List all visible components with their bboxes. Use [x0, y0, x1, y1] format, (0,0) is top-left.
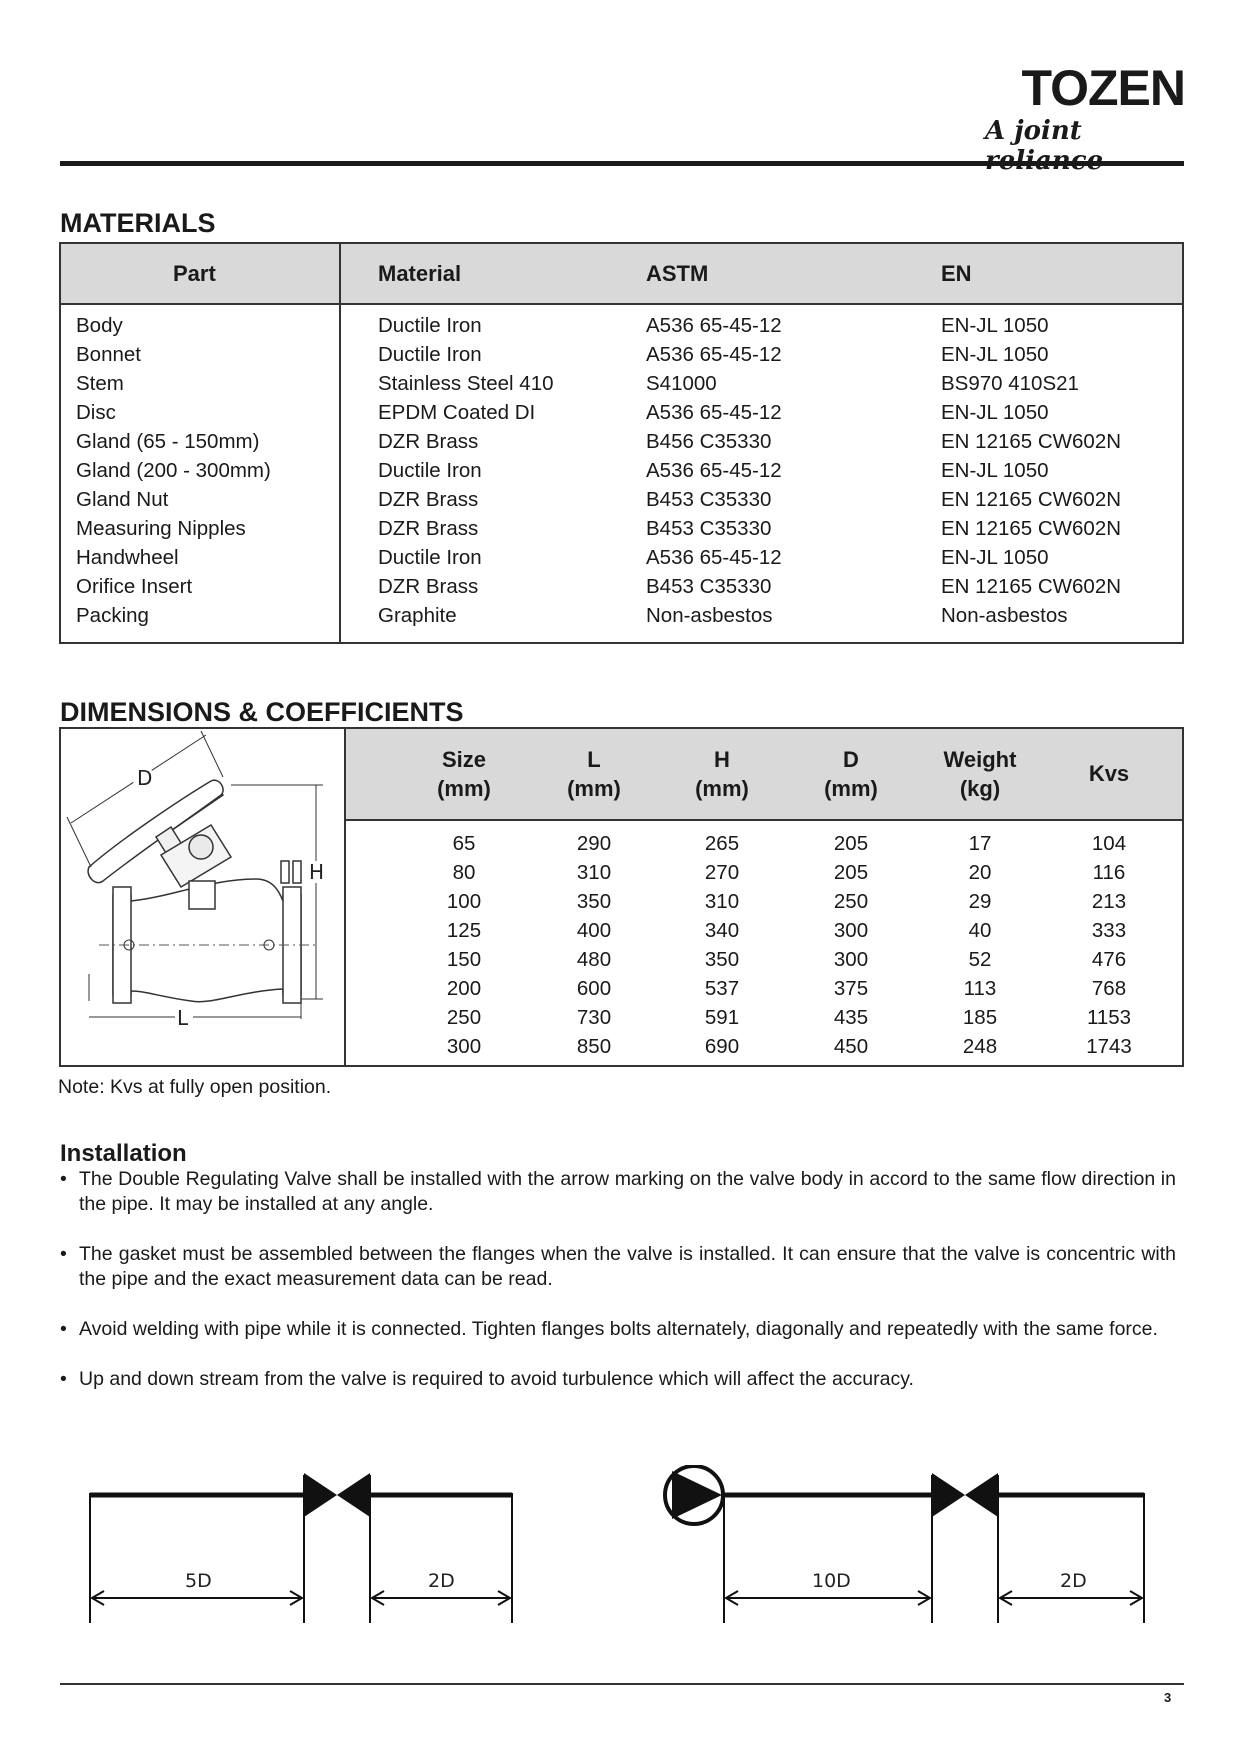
table-cell-weight: 185: [962, 1006, 998, 1029]
table-cell-astm: B456 C35330: [646, 430, 772, 453]
bullet-icon: •: [60, 1168, 67, 1190]
materials-table-header: [61, 244, 1182, 305]
table-cell-height: 591: [704, 1006, 740, 1029]
table-cell-size: 125: [446, 919, 482, 942]
weight-column: [920, 829, 1040, 1061]
table-cell-length: 850: [576, 1035, 612, 1058]
table-cell-en: EN-JL 1050: [941, 314, 1049, 337]
footer-rule: [60, 1683, 1184, 1685]
table-cell-part: Packing: [76, 604, 149, 627]
table-cell-part: Gland Nut: [76, 488, 169, 511]
tozen-logo: [985, 62, 1185, 154]
dimensions-table: [59, 727, 1184, 1067]
table-cell-material: Ductile Iron: [378, 343, 482, 366]
height-column: [662, 829, 782, 1061]
table-cell-size: 150: [446, 948, 482, 971]
table-cell-weight: 248: [962, 1035, 998, 1058]
table-cell-en: EN-JL 1050: [941, 546, 1049, 569]
table-cell-material: DZR Brass: [378, 575, 479, 598]
table-cell-length: 310: [576, 861, 612, 884]
table-cell-length: 730: [576, 1006, 612, 1029]
table-cell-weight: 29: [968, 890, 992, 913]
table-cell-diameter: 250: [833, 890, 869, 913]
table-cell-diameter: 205: [833, 861, 869, 884]
table-cell-weight: 52: [968, 948, 992, 971]
bullet-icon: •: [60, 1318, 67, 1340]
table-cell-length: 480: [576, 948, 612, 971]
valve-symbol-icon: [932, 1473, 998, 1517]
bullet-icon: •: [60, 1368, 67, 1390]
table-cell-diameter: 375: [833, 977, 869, 1000]
table-cell-material: Graphite: [378, 604, 457, 627]
table-cell-part: Disc: [76, 401, 116, 424]
installation-list: [60, 1167, 1176, 1417]
materials-material-column: [378, 311, 554, 630]
brand-name: TOZEN: [1021, 60, 1185, 116]
table-cell-height: 270: [704, 861, 740, 884]
materials-en-column: [941, 311, 1121, 630]
kvs-column: [1049, 829, 1169, 1061]
table-cell-material: DZR Brass: [378, 430, 479, 453]
table-cell-length: 600: [576, 977, 612, 1000]
table-cell-size: 100: [446, 890, 482, 913]
table-cell-material: Ductile Iron: [378, 314, 482, 337]
upstream-distance-label: 5D: [185, 1570, 212, 1592]
header-material: Material: [378, 261, 462, 286]
diagram-label-l: L: [177, 1006, 189, 1030]
table-cell-kvs: 768: [1091, 977, 1127, 1000]
table-cell-kvs: 1153: [1086, 1006, 1132, 1029]
brand-tagline: A joint: [985, 116, 1082, 146]
size-column: [404, 829, 524, 1061]
table-cell-size: 250: [446, 1006, 482, 1029]
table-cell-part: Body: [76, 314, 123, 337]
table-cell-material: Ductile Iron: [378, 546, 482, 569]
table-cell-en: BS970 410S21: [941, 372, 1079, 395]
list-item: • The Double Regulating Valve shall be installed with the arrow marking on the valve body in accord to the same flow direction in the pipe. It may be installed at any angle.: [60, 1168, 1176, 1215]
table-cell-kvs: 116: [1092, 861, 1126, 884]
header-height: H (mm): [695, 747, 749, 801]
table-cell-size: 200: [446, 977, 482, 1000]
table-cell-material: Ductile Iron: [378, 459, 482, 482]
table-cell-astm: B453 C35330: [646, 488, 772, 511]
table-cell-astm: A536 65-45-12: [646, 546, 782, 569]
table-cell-diameter: 300: [833, 919, 869, 942]
table-cell-astm: S41000: [646, 372, 717, 395]
table-cell-material: DZR Brass: [378, 488, 479, 511]
table-cell-diameter: 450: [833, 1035, 869, 1058]
valve-symbol-icon: [304, 1473, 370, 1517]
table-cell-part: Handwheel: [76, 546, 179, 569]
table-cell-en: EN 12165 CW602N: [941, 517, 1122, 540]
table-cell-size: 300: [446, 1035, 482, 1058]
table-cell-astm: A536 65-45-12: [646, 343, 782, 366]
table-cell-kvs: 104: [1091, 832, 1127, 855]
table-cell-material: DZR Brass: [378, 517, 479, 540]
table-cell-astm: A536 65-45-12: [646, 314, 782, 337]
table-cell-height: 537: [704, 977, 740, 1000]
table-cell-size: 80: [452, 861, 476, 884]
table-cell-height: 310: [704, 890, 740, 913]
table-cell-diameter: 205: [833, 832, 869, 855]
header-rule: [60, 161, 1184, 166]
table-cell-astm: B453 C35330: [646, 575, 772, 598]
table-cell-astm: A536 65-45-12: [646, 401, 782, 424]
table-cell-size: 65: [452, 832, 476, 855]
table-cell-astm: Non-asbestos: [646, 604, 773, 627]
materials-column-divider: [339, 244, 341, 642]
materials-title: MATERIALS: [60, 208, 216, 238]
table-cell-height: 340: [704, 919, 740, 942]
table-cell-length: 400: [576, 919, 612, 942]
upstream-distance-label: 10D: [812, 1570, 851, 1592]
downstream-distance-label: 2D: [428, 1570, 455, 1592]
table-cell-en: Non-asbestos: [941, 604, 1068, 627]
header-part: Part: [173, 261, 216, 286]
list-item: • The gasket must be assembled between the flanges when the valve is installed. It can ensure that the valve is concentric with the pipe and the exact measurement data can be read.: [60, 1243, 1176, 1290]
table-cell-en: EN 12165 CW602N: [941, 430, 1122, 453]
bullet-icon: •: [60, 1243, 67, 1265]
header-size: Size (mm): [437, 747, 491, 801]
table-cell-en: EN-JL 1050: [941, 401, 1049, 424]
dimensions-title: DIMENSIONS & COEFFICIENTS: [60, 697, 464, 727]
straight-pipe-diagram: [80, 1465, 520, 1625]
diameter-column: [791, 829, 911, 1061]
table-cell-kvs: 213: [1091, 890, 1127, 913]
table-cell-length: 290: [576, 832, 612, 855]
table-cell-diameter: 435: [833, 1006, 869, 1029]
page-number: 3: [1164, 1690, 1172, 1705]
table-cell-part: Gland (200 - 300mm): [76, 459, 271, 482]
table-cell-weight: 113: [963, 977, 997, 1000]
installation-title: Installation: [60, 1140, 187, 1167]
valve-dimension-drawing: [61, 729, 344, 1065]
header-length: L (mm): [567, 747, 621, 801]
list-item: • Avoid welding with pipe while it is connected. Tighten flanges bolts alternately, diagonally and repeatedly with the same force.: [60, 1318, 1158, 1340]
header-en: EN: [941, 261, 972, 286]
table-cell-part: Gland (65 - 150mm): [76, 430, 260, 453]
table-cell-height: 690: [704, 1035, 740, 1058]
table-cell-kvs: 476: [1091, 948, 1127, 971]
table-cell-en: EN-JL 1050: [941, 343, 1049, 366]
pump-pipe-diagram: [660, 1465, 1160, 1625]
table-cell-astm: B453 C35330: [646, 517, 772, 540]
table-cell-weight: 17: [968, 832, 992, 855]
table-cell-height: 350: [704, 948, 740, 971]
diagram-label-h: H: [309, 860, 325, 884]
downstream-distance-label: 2D: [1060, 1570, 1087, 1592]
table-cell-kvs: 1743: [1086, 1035, 1132, 1058]
table-cell-weight: 40: [968, 919, 992, 942]
header-weight: Weight (kg): [943, 747, 1017, 801]
kvs-note: Note: Kvs at fully open position.: [58, 1076, 332, 1098]
table-cell-material: EPDM Coated DI: [378, 401, 536, 424]
table-cell-length: 350: [576, 890, 612, 913]
materials-astm-column: [646, 311, 782, 630]
list-item: • Up and down stream from the valve is required to avoid turbulence which will affect the accuracy.: [60, 1368, 914, 1390]
table-cell-part: Orifice Insert: [76, 575, 193, 598]
table-cell-part: Measuring Nipples: [76, 517, 246, 540]
table-cell-height: 265: [704, 832, 740, 855]
table-cell-part: Bonnet: [76, 343, 141, 366]
table-cell-astm: A536 65-45-12: [646, 459, 782, 482]
table-cell-weight: 20: [968, 861, 992, 884]
materials-part-column: [76, 311, 271, 630]
table-cell-en: EN-JL 1050: [941, 459, 1049, 482]
table-cell-en: EN 12165 CW602N: [941, 575, 1122, 598]
header-diameter: D (mm): [824, 747, 878, 801]
table-cell-en: EN 12165 CW602N: [941, 488, 1122, 511]
table-cell-material: Stainless Steel 410: [378, 372, 554, 395]
table-cell-kvs: 333: [1091, 919, 1127, 942]
header-astm: ASTM: [646, 261, 709, 286]
length-column: [534, 829, 654, 1061]
pump-arrow-icon: [672, 1471, 722, 1519]
diagram-label-d: D: [137, 766, 153, 790]
table-cell-diameter: 300: [833, 948, 869, 971]
table-cell-part: Stem: [76, 372, 124, 395]
materials-table: [59, 242, 1184, 644]
header-kvs: Kvs: [1088, 761, 1130, 786]
